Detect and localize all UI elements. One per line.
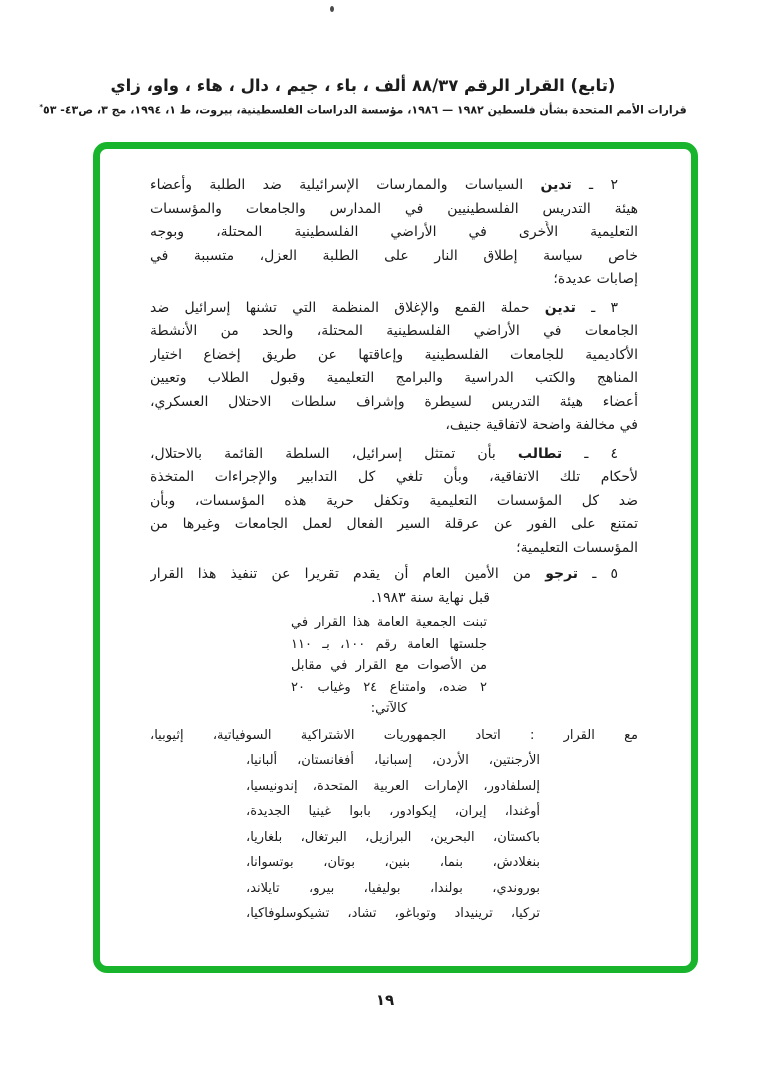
paragraph-5: [150, 563, 638, 610]
scan-artifact-speck: [330, 6, 334, 12]
paragraph-verb: تدين: [544, 299, 576, 316]
paragraph-4: [150, 443, 638, 561]
paragraph-line: تمتنع على الفور عن عرقلة السير الفعال لعمل الجامعات وغيرها من: [150, 516, 638, 532]
paragraph-line: الأكاديمية للجامعات الفلسطينية وإعاقتها عن طريق إخضاع اختيار: [150, 346, 638, 363]
paragraph-verb: تدين: [540, 177, 572, 193]
paragraph-line: [150, 297, 638, 321]
paragraph-number: ٣ ـ: [575, 299, 618, 316]
note-line: من الأصوات مع القرار في مقابل: [291, 658, 487, 673]
vote-line: أوغندا، إيران، إيكوادور، بابوا غينيا الجديدة،: [246, 804, 540, 819]
vote-line: بنغلادش، بنما، بنين، بوتان، بوتسوانا،: [246, 855, 540, 870]
paragraph-line: [150, 443, 638, 467]
vote-line: باكستان، البحرين، البرازيل، البرتغال، بلغاريا،: [246, 829, 540, 845]
paragraph-line: هيئة التدريس الفلسطينيين في المدارس والجامعات والمؤسسات: [150, 200, 638, 217]
paragraph-2: [150, 174, 638, 292]
vote-line: بوروندي، بولندا، بوليفيا، بيرو، تايلاند،: [246, 880, 540, 896]
paragraph-line: المؤسسات التعليمية؛: [516, 539, 638, 556]
paragraph-number: ٤ ـ: [562, 445, 618, 462]
vote-line: [150, 723, 638, 749]
note-line: كالآتي:: [370, 701, 408, 716]
paragraph-line-text: من الأمين العام أن يقدم تقريرا عن تنفيذ هذا القرار: [150, 566, 546, 582]
paragraph-line: [150, 563, 638, 587]
vote-line: تركيا، ترينيداد وتوباغو، تشاد، تشيكوسلوفاكيا،: [246, 906, 540, 921]
vote-line-text: اتحاد الجمهوريات الاشتراكية السوفياتية، إثيوبيا،: [150, 727, 501, 743]
resolution-body: [150, 174, 638, 927]
paragraph-line: الجامعات في الأراضي الفلسطينية المحتلة، والحد من الأنشطة: [150, 323, 638, 339]
note-line: جلستها العامة رقم ١٠٠، بـ ١١٠: [291, 636, 487, 652]
paragraph-number: ٢ ـ: [571, 177, 618, 193]
note-line: ٢ ضده، وامتناع ٢٤ وغياب ٢٠: [291, 679, 487, 695]
note-line: تبنت الجمعية العامة هذا القرار في: [291, 615, 487, 630]
source-citation: [0, 103, 726, 117]
paragraph-line-text: السياسات والممارسات الإسرائيلية ضد الطلبة وأعضاء: [150, 177, 541, 193]
paragraph-line: المناهج والكتب الدراسية والبرامج التعليمية وقبول الطلاب وتعيين: [150, 370, 638, 386]
page-number: ١٩: [375, 991, 395, 1009]
paragraph-line: أعضاء هيئة التدريس لسيطرة وإشراف سلطات الاحتلال العسكري،: [150, 393, 638, 410]
paragraph-number: ٥ ـ: [578, 566, 618, 582]
adoption-note: [291, 612, 487, 720]
paragraph-line: لأحكام تلك الاتفاقية، وبأن تلغي كل التدابير والإجراءات المتخذة: [150, 469, 638, 485]
paragraph-line: في مخالفة واضحة لاتفاقية جنيف،: [445, 417, 638, 433]
paragraph-verb: ترجو: [545, 566, 579, 582]
vote-line: إلسلفادور، الإمارات العربية المتحدة، إندونيسيا،: [246, 778, 540, 794]
paragraph-line: إصابات عديدة؛: [553, 271, 638, 287]
resolution-title: (تابع) القرار الرقم ٨٨/٣٧ ألف ، باء ، جيم ، دال ، هاء ، واو، زاي: [110, 76, 616, 95]
vote-label: مع القرار :: [500, 727, 638, 743]
footnote-marker: *: [39, 103, 43, 111]
vote-line: الأرجنتين، الأردن، إسبانيا، أفغانستان، ألبانيا،: [246, 753, 540, 768]
paragraph-line-text: حملة القمع والإغلاق المنظمة التي تشنها إسرائيل ضد: [150, 299, 545, 316]
voting-record: [150, 723, 638, 927]
paragraph-line: [150, 174, 638, 198]
paragraph-line: قبل نهاية سنة ١٩٨٣.: [371, 589, 490, 606]
page-header: [0, 76, 758, 117]
paragraph-verb: تطالب: [517, 445, 563, 462]
paragraph-line: ضد كل المؤسسات التعليمية وتكفل حرية هذه المؤسسات، وبأن: [150, 492, 638, 509]
paragraph-line: التعليمية الأُخرى في الأراضي الفلسطينية المحتلة، وبوجه: [150, 224, 638, 240]
paragraph-line: خاص سياسة إطلاق النار على الطلبة العزل، متسببة في: [150, 247, 638, 264]
paragraph-3: [150, 297, 638, 438]
paragraph-line-text: بأن تمتثل إسرائيل، السلطة القائمة بالاحتلال،: [150, 445, 518, 462]
source-citation-text: قرارات الأمم المتحدة بشأن فلسطين ١٩٨٢ — ١٩٨٦، مؤسسة الدراسات الفلسطينية، بيروت، ط ١، ١٩٩٤، مج ٣، ص٤٣- ٥٣: [42, 103, 687, 117]
